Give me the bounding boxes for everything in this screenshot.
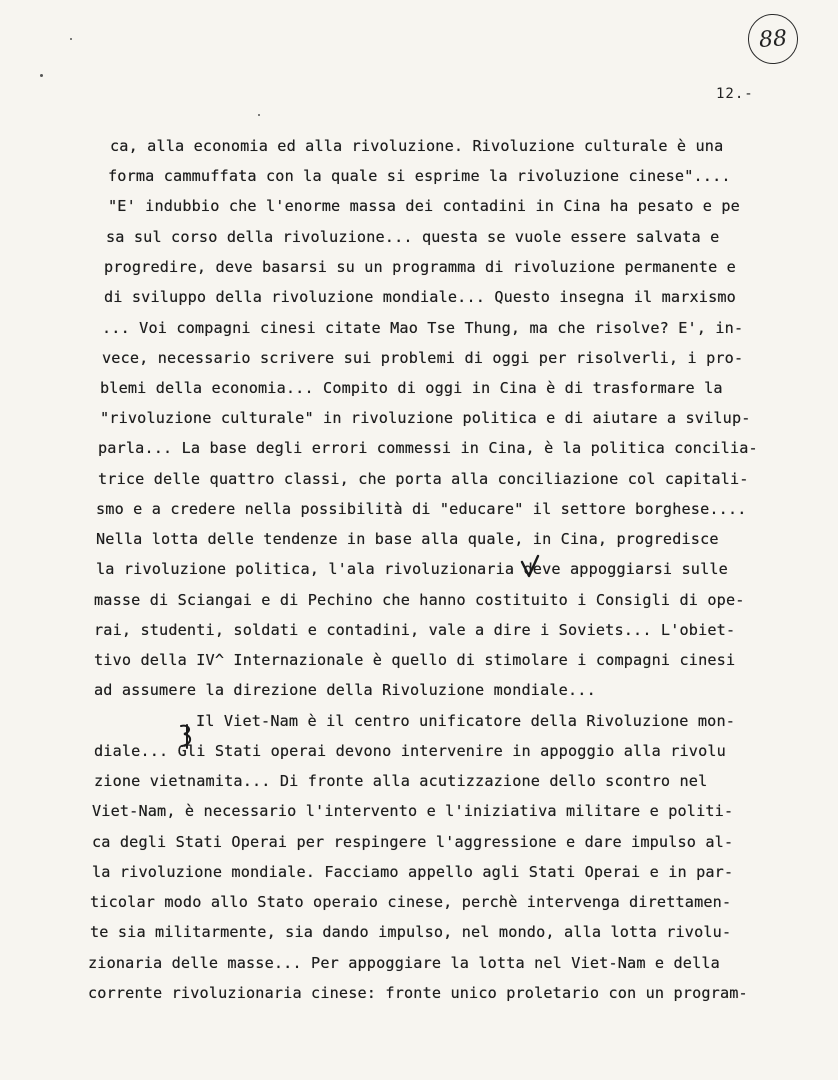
text-line: diale... Gli Stati operai devono intervenire in appoggio alla rivolu [94,742,726,760]
text-line: progredire, deve basarsi su un programma di rivoluzione permanente e [104,258,736,276]
text-line: zione vietnamita... Di fronte alla acutizzazione dello scontro nel [94,772,708,790]
text-line: trice delle quattro classi, che porta alla conciliazione col capitali- [98,470,749,488]
text-line: ad assumere la direzione della Rivoluzione mondiale... [94,681,596,699]
text-line: te sia militarmente, sia dando impulso, nel mondo, alla lotta rivolu- [90,923,732,941]
text-line: di sviluppo della rivoluzione mondiale... Questo insegna il marxismo [104,288,736,306]
text-line: sa sul corso della rivoluzione... questa se vuole essere salvata e [106,228,720,246]
text-line: parla... La base degli errori commessi in Cina, è la politica concilia- [98,439,758,457]
text-line: Viet-Nam, è necessario l'intervento e l'iniziativa militare e politi- [92,802,734,820]
archive-number: 88 [758,25,788,53]
text-line: smo e a credere nella possibilità di "educare" il settore borghese.... [96,500,747,518]
text-line: Nella lotta delle tendenze in base alla quale, in Cina, progredisce [96,530,719,548]
text-line: forma cammuffata con la quale si esprime la rivoluzione cinese".... [108,167,731,185]
text-line: ca, alla economia ed alla rivoluzione. Rivoluzione culturale è una [110,137,724,155]
text-line: la rivoluzione mondiale. Facciamo appello agli Stati Operai e in par- [92,863,734,881]
page-number: 12.- [716,86,754,102]
text-line: "E' indubbio che l'enorme massa dei contadini in Cina ha pesato e pe [108,197,740,215]
text-line: ... Voi compagni cinesi citate Mao Tse Thung, ma che risolve? E', in- [102,319,744,337]
text-line: masse di Sciangai e di Pechino che hanno costituito i Consigli di ope- [94,591,745,609]
text-line: ticolar modo allo Stato operaio cinese, perchè intervenga direttamen- [90,893,732,911]
text-line: zionaria delle masse... Per appoggiare la lotta nel Viet-Nam e della [88,954,720,972]
text-line: blemi della economia... Compito di oggi in Cina è di trasformare la [100,379,723,397]
handwritten-checkmark-icon [520,554,540,578]
text-line: tivo della IV^ Internazionale è quello di stimolare i compagni cinesi [94,651,736,669]
text-line: rai, studenti, soldati e contadini, vale a dire i Soviets... L'obiet- [94,621,736,639]
handwritten-correction-icon [176,722,198,750]
paragraph-start-line: Il Viet-Nam è il centro unificatore della Rivoluzione mon- [196,712,736,730]
text-line: ca degli Stati Operai per respingere l'aggressione e dare impulso al- [92,833,734,851]
text-line: la rivoluzione politica, l'ala rivoluzionaria deve appoggiarsi sulle [96,560,728,578]
text-line: corrente rivoluzionaria cinese: fronte unico proletario con un program- [88,984,748,1002]
text-line: vece, necessario scrivere sui problemi di oggi per risolverli, i pro- [102,349,744,367]
text-line: "rivoluzione culturale" in rivoluzione politica e di aiutare a svilup- [100,409,751,427]
